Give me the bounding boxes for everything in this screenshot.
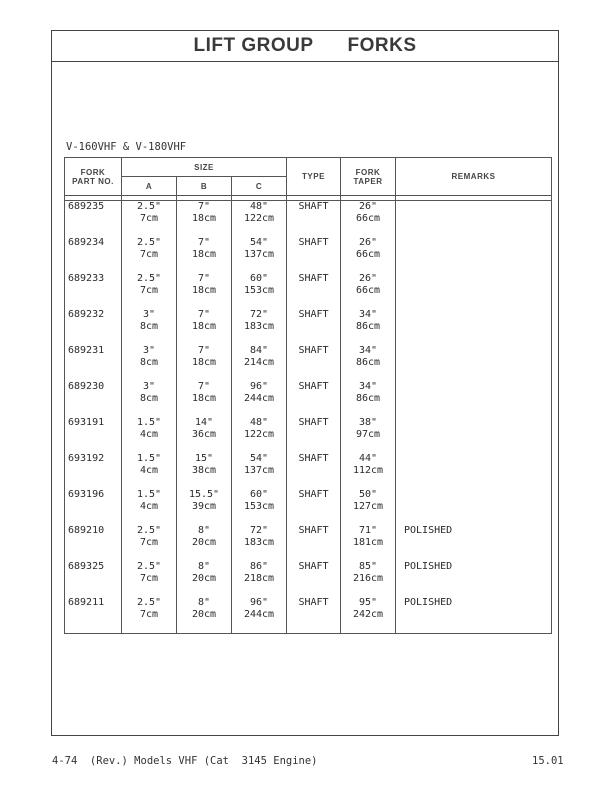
size-a-inches: 2.5" (136, 561, 162, 572)
header-type: TYPE (287, 158, 341, 196)
table-row (65, 201, 552, 238)
fork-taper (341, 345, 396, 381)
size-c (232, 525, 287, 561)
size-a (122, 309, 177, 345)
table-row (65, 597, 552, 634)
size-b-inches: 15" (194, 453, 214, 464)
fork-type: SHAFT (287, 237, 341, 273)
part-number: 693192 (65, 453, 122, 489)
table-row (65, 525, 552, 561)
title-bar (52, 31, 558, 62)
part-number: 689231 (65, 345, 122, 381)
size-b-inches: 7" (197, 381, 211, 392)
taper-inches: 34" (358, 381, 378, 392)
taper-cm: 66cm (355, 249, 381, 260)
taper-cm: 242cm (352, 609, 384, 620)
size-b-cm: 18cm (191, 213, 217, 224)
size-a-inches: 3" (142, 381, 156, 392)
taper-cm: 97cm (355, 429, 381, 440)
taper-inches: 71" (358, 525, 378, 536)
size-b-cm: 18cm (191, 321, 217, 332)
header-size-a: A (122, 177, 177, 196)
size-c-cm: 244cm (243, 393, 275, 404)
fork-taper (341, 309, 396, 345)
fork-type: SHAFT (287, 309, 341, 345)
size-c-cm: 153cm (243, 285, 275, 296)
taper-cm: 86cm (355, 357, 381, 368)
size-b (177, 273, 232, 309)
size-a (122, 345, 177, 381)
size-a-inches: 2.5" (136, 201, 162, 212)
remarks (396, 309, 552, 345)
fork-type: SHAFT (287, 489, 341, 525)
header-size-b: B (177, 177, 232, 196)
size-a (122, 381, 177, 417)
fork-taper (341, 453, 396, 489)
table-row (65, 381, 552, 417)
fork-taper (341, 561, 396, 597)
size-b-cm: 38cm (191, 465, 217, 476)
model-label: V-160VHF & V-180VHF (66, 141, 187, 153)
taper-cm: 112cm (352, 465, 384, 476)
taper-cm: 127cm (352, 501, 384, 512)
size-a-inches: 2.5" (136, 237, 162, 248)
part-number: 689233 (65, 273, 122, 309)
taper-cm: 66cm (355, 285, 381, 296)
size-b-cm: 18cm (191, 393, 217, 404)
size-c (232, 381, 287, 417)
size-b-cm: 39cm (191, 501, 217, 512)
part-number: 689230 (65, 381, 122, 417)
size-b-inches: 8" (197, 597, 211, 608)
header-part-no-line2: PART NO. (72, 176, 114, 186)
table-row (65, 417, 552, 453)
fork-type: SHAFT (287, 453, 341, 489)
size-b-inches: 8" (197, 561, 211, 572)
part-number: 689235 (65, 201, 122, 238)
remarks (396, 273, 552, 309)
remarks (396, 237, 552, 273)
size-b-inches: 15.5" (188, 489, 220, 500)
size-b (177, 345, 232, 381)
size-a (122, 525, 177, 561)
remarks (396, 201, 552, 238)
fork-type: SHAFT (287, 201, 341, 238)
size-c-inches: 86" (249, 561, 269, 572)
size-c (232, 201, 287, 238)
size-c-inches: 60" (249, 489, 269, 500)
size-a-cm: 7cm (139, 213, 159, 224)
size-b-cm: 20cm (191, 537, 217, 548)
size-b (177, 525, 232, 561)
table-row (65, 561, 552, 597)
table-row (65, 309, 552, 345)
size-b (177, 417, 232, 453)
size-a-inches: 1.5" (136, 453, 162, 464)
footer-page-number: 15.01 (532, 755, 564, 767)
fork-type: SHAFT (287, 273, 341, 309)
size-a-inches: 2.5" (136, 273, 162, 284)
size-b-cm: 20cm (191, 609, 217, 620)
fork-type: SHAFT (287, 525, 341, 561)
size-c (232, 597, 287, 634)
size-c (232, 345, 287, 381)
fork-type: SHAFT (287, 417, 341, 453)
table-row (65, 345, 552, 381)
size-a (122, 417, 177, 453)
table-row (65, 237, 552, 273)
size-b (177, 309, 232, 345)
size-a-cm: 7cm (139, 537, 159, 548)
taper-inches: 44" (358, 453, 378, 464)
taper-cm: 216cm (352, 573, 384, 584)
taper-inches: 26" (358, 201, 378, 212)
header-part-no (65, 158, 122, 196)
size-a-inches: 2.5" (136, 597, 162, 608)
size-b-inches: 7" (197, 309, 211, 320)
size-b-cm: 36cm (191, 429, 217, 440)
size-a-cm: 8cm (139, 393, 159, 404)
size-b-cm: 20cm (191, 573, 217, 584)
size-a-cm: 8cm (139, 357, 159, 368)
fork-type: SHAFT (287, 561, 341, 597)
size-c-cm: 183cm (243, 321, 275, 332)
fork-taper (341, 381, 396, 417)
size-c-inches: 48" (249, 417, 269, 428)
fork-type: SHAFT (287, 345, 341, 381)
size-a-cm: 4cm (139, 429, 159, 440)
size-b-inches: 7" (197, 345, 211, 356)
fork-taper (341, 597, 396, 634)
remarks: POLISHED (396, 597, 552, 634)
header-size: SIZE (122, 158, 287, 177)
size-c-inches: 96" (249, 381, 269, 392)
remarks (396, 345, 552, 381)
size-a-inches: 2.5" (136, 525, 162, 536)
fork-type: SHAFT (287, 381, 341, 417)
taper-inches: 38" (358, 417, 378, 428)
title-forks: FORKS (347, 35, 417, 56)
size-a (122, 453, 177, 489)
fork-type: SHAFT (287, 597, 341, 634)
size-c-cm: 137cm (243, 249, 275, 260)
size-a-inches: 1.5" (136, 417, 162, 428)
size-a-cm: 8cm (139, 321, 159, 332)
fork-taper (341, 201, 396, 238)
part-number: 693191 (65, 417, 122, 453)
size-c-inches: 72" (249, 309, 269, 320)
table-row (65, 453, 552, 489)
size-a-cm: 7cm (139, 609, 159, 620)
size-a-cm: 4cm (139, 465, 159, 476)
size-b-cm: 18cm (191, 285, 217, 296)
size-c-cm: 122cm (243, 213, 275, 224)
taper-cm: 181cm (352, 537, 384, 548)
size-c (232, 489, 287, 525)
size-a (122, 201, 177, 238)
title-lift-group: LIFT GROUP (193, 35, 314, 56)
size-c-inches: 84" (249, 345, 269, 356)
size-b-inches: 8" (197, 525, 211, 536)
size-c-cm: 122cm (243, 429, 275, 440)
header-fork-taper (341, 158, 396, 196)
size-c (232, 417, 287, 453)
taper-cm: 86cm (355, 393, 381, 404)
size-a (122, 561, 177, 597)
size-a-cm: 7cm (139, 285, 159, 296)
size-c-cm: 137cm (243, 465, 275, 476)
size-c-inches: 54" (249, 237, 269, 248)
table-row (65, 273, 552, 309)
size-c-cm: 183cm (243, 537, 275, 548)
header-size-c: C (232, 177, 287, 196)
taper-inches: 26" (358, 273, 378, 284)
size-c-cm: 214cm (243, 357, 275, 368)
size-b-cm: 18cm (191, 357, 217, 368)
fork-taper (341, 417, 396, 453)
size-c-inches: 72" (249, 525, 269, 536)
size-b (177, 237, 232, 273)
taper-inches: 85" (358, 561, 378, 572)
size-a (122, 237, 177, 273)
size-b (177, 597, 232, 634)
fork-taper (341, 489, 396, 525)
size-c (232, 453, 287, 489)
size-a (122, 489, 177, 525)
remarks: POLISHED (396, 525, 552, 561)
part-number: 689234 (65, 237, 122, 273)
size-b-inches: 7" (197, 237, 211, 248)
fork-taper (341, 525, 396, 561)
size-b-inches: 7" (197, 273, 211, 284)
forks-table (64, 157, 552, 634)
size-b (177, 453, 232, 489)
part-number: 689325 (65, 561, 122, 597)
header-part-no-line1: FORK (80, 167, 106, 177)
taper-inches: 50" (358, 489, 378, 500)
taper-inches: 26" (358, 237, 378, 248)
taper-inches: 34" (358, 309, 378, 320)
header-taper-line2: TAPER (353, 176, 383, 186)
size-c-cm: 218cm (243, 573, 275, 584)
taper-cm: 66cm (355, 213, 381, 224)
remarks (396, 453, 552, 489)
size-c-inches: 60" (249, 273, 269, 284)
remarks: POLISHED (396, 561, 552, 597)
header-remarks: REMARKS (396, 158, 552, 196)
size-c (232, 309, 287, 345)
size-a-cm: 7cm (139, 573, 159, 584)
fork-taper (341, 237, 396, 273)
fork-taper (341, 273, 396, 309)
remarks (396, 417, 552, 453)
remarks (396, 381, 552, 417)
size-a (122, 273, 177, 309)
size-c (232, 273, 287, 309)
size-a-inches: 3" (142, 345, 156, 356)
size-b-inches: 14" (194, 417, 214, 428)
size-c-inches: 48" (249, 201, 269, 212)
size-b-inches: 7" (197, 201, 211, 212)
size-b (177, 201, 232, 238)
part-number: 689210 (65, 525, 122, 561)
size-c-inches: 54" (249, 453, 269, 464)
header-taper-line1: FORK (355, 167, 381, 177)
size-c-cm: 153cm (243, 501, 275, 512)
taper-inches: 95" (358, 597, 378, 608)
part-number: 689232 (65, 309, 122, 345)
size-a-cm: 7cm (139, 249, 159, 260)
part-number: 689211 (65, 597, 122, 634)
size-c-cm: 244cm (243, 609, 275, 620)
size-a-inches: 3" (142, 309, 156, 320)
size-c (232, 561, 287, 597)
size-a-cm: 4cm (139, 501, 159, 512)
size-c (232, 237, 287, 273)
part-number: 693196 (65, 489, 122, 525)
taper-inches: 34" (358, 345, 378, 356)
table-row (65, 489, 552, 525)
taper-cm: 86cm (355, 321, 381, 332)
size-b (177, 561, 232, 597)
remarks (396, 489, 552, 525)
size-b (177, 381, 232, 417)
size-c-inches: 96" (249, 597, 269, 608)
size-b-cm: 18cm (191, 249, 217, 260)
size-b (177, 489, 232, 525)
size-a (122, 597, 177, 634)
size-a-inches: 1.5" (136, 489, 162, 500)
footer-revision-text: 4-74 (Rev.) Models VHF (Cat 3145 Engine) (52, 755, 318, 767)
